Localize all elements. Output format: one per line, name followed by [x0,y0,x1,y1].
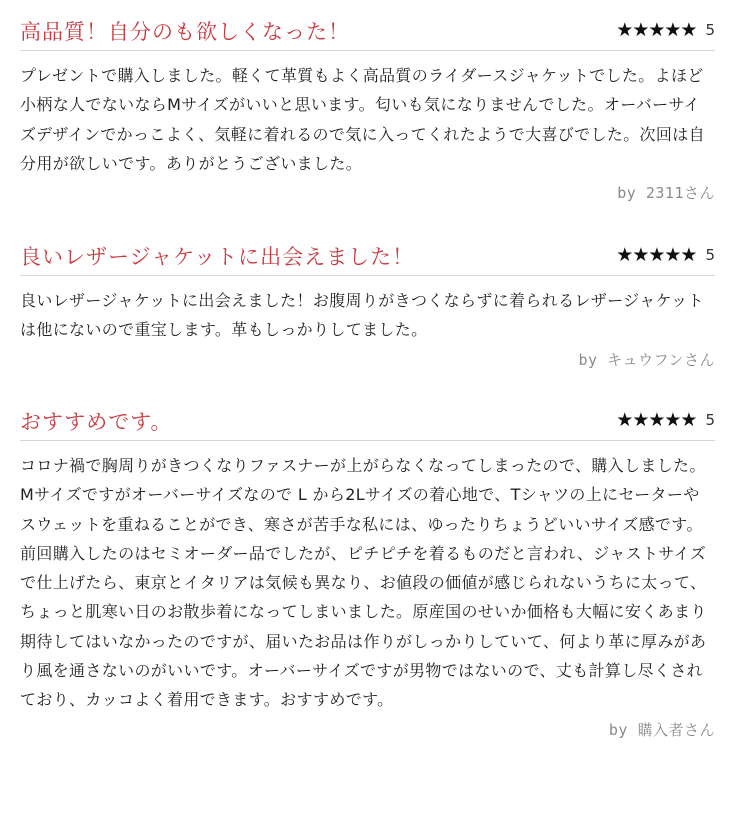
review-body: 良いレザージャケットに出会えました！お腹周りがきつくならずに着られるレザージャケットは他にないので重宝します。革もしっかりしてました。 [20,291,704,340]
rating-score: 5 [705,246,715,264]
review-body: プレゼントで購入しました。軽くて革質もよく高品質のライダースジャケットでした。よほど小柄な人でないならMサイズがいいと思います。匂いも気になりませんでした。オーバーサイズデザインでかっこよく、気軽に着れるので気に入ってくれたようで大喜びでした。次回は自分用が欲しいです。ありがとうございました。 [20,66,705,173]
star-icons: ★★★★★ [616,19,697,41]
star-icons: ★★★★★ [616,409,697,431]
review-header [20,14,715,51]
review-item [20,404,715,740]
review-body: コロナ禍で胸周りがきつくなりファスナーが上がらなくなってしまったので、購入しました。Mサイズですがオーバーサイズなので L から2Lサイズの着心地で、Tシャツの上にセーターやスウェットを重ねることができ、寒さが苦手な私には、ゆったりちょうどいいサイズ感です。前回購入したのはセミオーダー品でしたが、ピチピチを着るものだと言われ、ジャストサイズで仕上げたら、東京とイタリアは気候も異なり、お値段の価値が感じられないうちに太って、ちょっと肌寒い日のお散歩着になってしまいました。原産国のせいか価格も大幅に安くあまり期待してはいなかったのですが、届いたお品は作りがしっかりしていて、何より革に厚みがあり風を通さないのがいいです。オーバーサイズですが男物ではないので、丈も計算し尽くされており、カッコよく着用できます。おすすめです。 [20,456,707,710]
star-icons: ★★★★★ [616,244,697,266]
review-author: by 2311さん [617,184,715,203]
review-item [20,14,715,203]
star-rating [616,244,715,266]
rating-score: 5 [705,21,715,39]
review-item [20,239,715,370]
review-title: おすすめです。 [20,410,173,434]
star-rating [616,19,715,41]
review-title: 良いレザージャケットに出会えました！ [20,245,415,269]
review-header [20,404,715,441]
rating-score: 5 [705,411,715,429]
star-rating [616,409,715,431]
review-title: 高品質！自分のも欲しくなった！ [20,20,350,44]
review-author: by 購入者さん [608,720,715,739]
review-author: by キュウフンさん [578,350,715,369]
review-header [20,239,715,276]
